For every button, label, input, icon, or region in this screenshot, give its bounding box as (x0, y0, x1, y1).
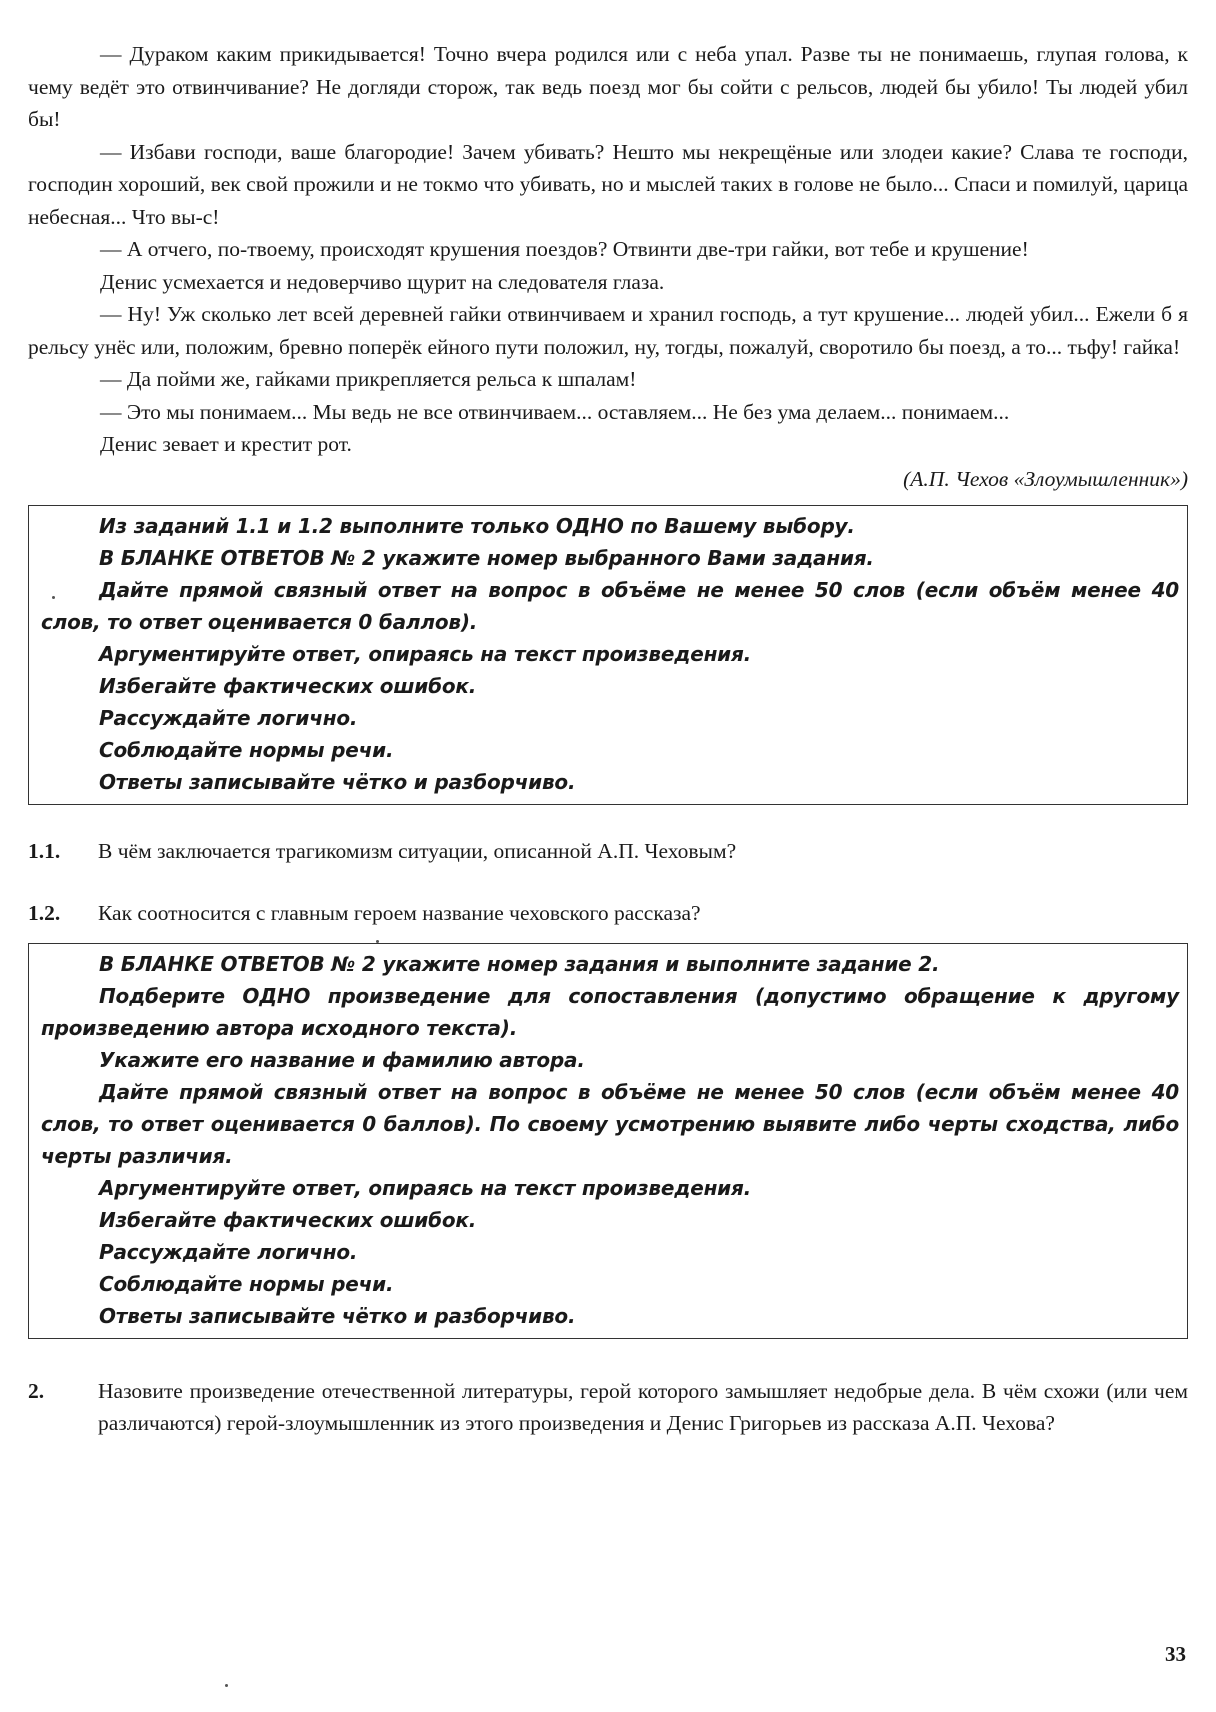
passage-paragraph: — Дураком каким прикидывается! Точно вчера родился или с неба упал. Разве ты не понимаешь, глупая голова, к чему ведёт это отвинчивание? Не догляди сторож, так ведь поезд мог бы сойти с рельсов, людей бы убило! Ты людей убил бы! (28, 42, 1188, 131)
passage-paragraph: — Избави господи, ваше благородие! Зачем убивать? Нешто мы некрещёные или злодеи какие? Слава те господи, господин хороший, век свой прожили и не токмо что убивать, но и мыслей таких в голове не было... Спаси и помилуй, царица небесная... Что вы-с! (28, 139, 1188, 229)
instruction-line: Аргументируйте ответ, опираясь на текст произведения. (99, 1175, 752, 1200)
instruction-line: Дайте прямой связный ответ на вопрос в объёме не менее 50 слов (если объём менее 40 слов, то ответ оценивается 0 баллов). По своему усмотрению выявите либо черты сходства, либо черты различия. (41, 1079, 1179, 1168)
passage-paragraph: — Ну! Уж сколько лет всей деревней гайки отвинчиваем и хранил господь, а тут крушение... людей убил... Ежели б я рельсу унёс или, положим, бревно поперёк ейного пути положил, ну, тогды, пожалуй, своротило бы поезд, а то... тьфу! гайка! (28, 302, 1188, 359)
page (28, 38, 1188, 1439)
source-citation: (А.П. Чехов «Злоумышленник») (903, 466, 1188, 491)
scan-speck (376, 940, 379, 943)
instruction-line: В БЛАНКЕ ОТВЕТОВ № 2 укажите номер выбранного Вами задания. (99, 545, 874, 570)
scan-speck (52, 596, 55, 599)
instruction-line: Соблюдайте нормы речи. (99, 1271, 394, 1296)
instruction-line: Подберите ОДНО произведение для сопоставления (допустимо обращение к другому произведению автора исходного текста). (41, 983, 1179, 1040)
question-number: 1.2. (28, 900, 61, 925)
instructions-box-1 (28, 505, 1188, 805)
question-number: 2. (28, 1378, 45, 1403)
instruction-line: Рассуждайте логично. (99, 1239, 358, 1264)
question-number: 1.1. (28, 838, 61, 863)
instructions-box-2 (28, 943, 1188, 1339)
instruction-line: Соблюдайте нормы речи. (99, 737, 394, 762)
story-excerpt (28, 38, 1188, 495)
instruction-line: Укажите его название и фамилию автора. (99, 1047, 585, 1072)
instruction-line: Дайте прямой связный ответ на вопрос в объёме не менее 50 слов (если объём менее 40 слов, то ответ оценивается 0 баллов). (41, 577, 1179, 634)
question-text: Назовите произведение отечественной литературы, герой которого замышляет недобрые дела. В чём схожи (или чем различаются) герой-злоумышленник из этого произведения и Денис Григорьев из рассказа А.П. Чехова? (98, 1378, 1188, 1435)
instruction-line: Из заданий 1.1 и 1.2 выполните только ОДНО по Вашему выбору. (99, 513, 855, 538)
question-2 (28, 1375, 1188, 1439)
question-text: В чём заключается трагикомизм ситуации, описанной А.П. Чеховым? (98, 838, 737, 863)
page-number: 33 (1165, 1642, 1186, 1666)
question-1-2 (28, 897, 1188, 929)
instruction-line: Избегайте фактических ошибок. (99, 1207, 477, 1232)
instruction-line: Избегайте фактических ошибок. (99, 673, 477, 698)
passage-paragraph: — Да пойми же, гайками прикрепляется рельса к шпалам! (100, 367, 637, 391)
instruction-line: Рассуждайте логично. (99, 705, 358, 730)
instruction-line: В БЛАНКЕ ОТВЕТОВ № 2 укажите номер задания и выполните задание 2. (99, 951, 940, 976)
instruction-line: Аргументируйте ответ, опираясь на текст произведения. (99, 641, 752, 666)
passage-paragraph: Денис усмехается и недоверчиво щурит на следователя глаза. (100, 269, 665, 294)
scan-speck (225, 1684, 228, 1687)
passage-paragraph: — А отчего, по-твоему, происходят крушения поездов? Отвинти две-три гайки, вот тебе и крушение! (100, 237, 1029, 261)
passage-paragraph: Денис зевает и крестит рот. (100, 432, 352, 456)
passage-paragraph: — Это мы понимаем... Мы ведь не все отвинчиваем... оставляем... Не без ума делаем... понимаем... (100, 399, 1010, 424)
instruction-line: Ответы записывайте чётко и разборчиво. (99, 1303, 576, 1328)
question-1-1 (28, 835, 1188, 867)
instruction-line: Ответы записывайте чётко и разборчиво. (99, 769, 576, 794)
question-text: Как соотносится с главным героем название чеховского рассказа? (98, 900, 701, 925)
